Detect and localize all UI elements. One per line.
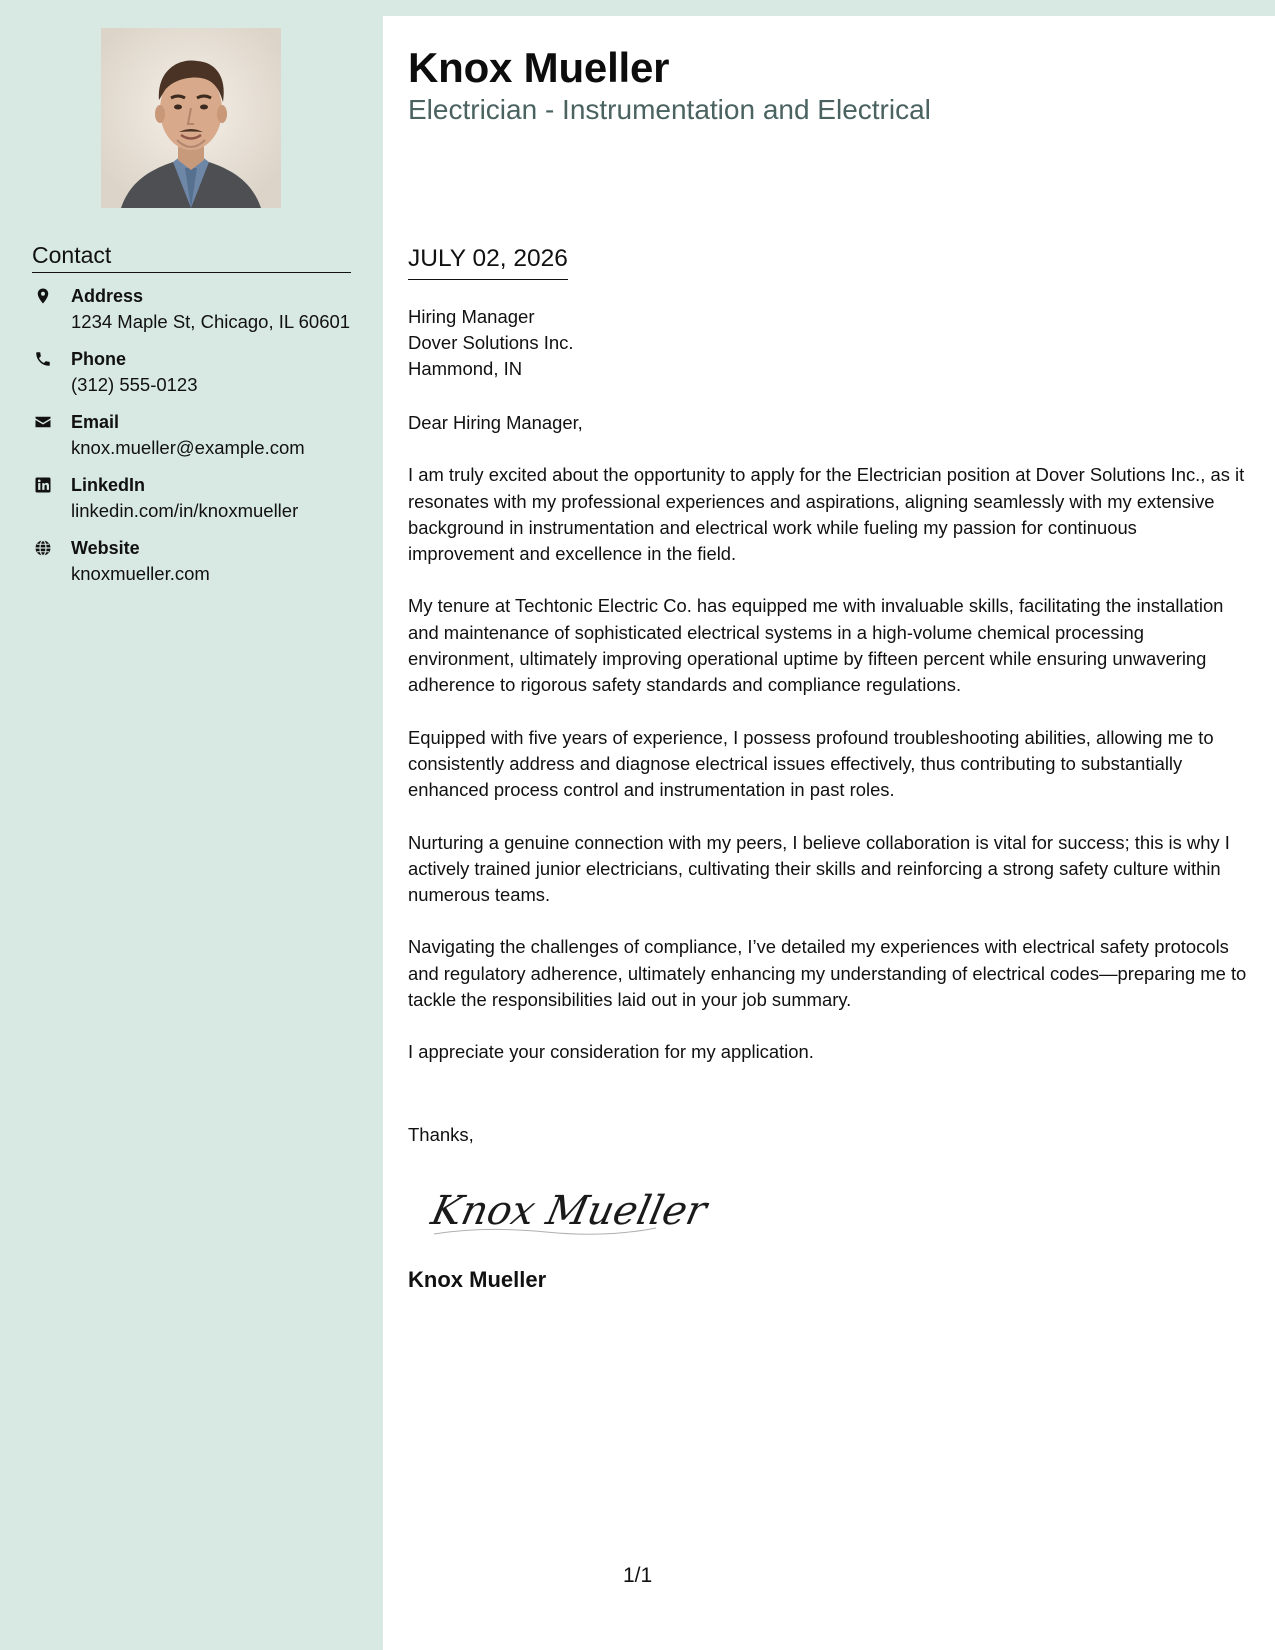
globe-icon bbox=[34, 539, 52, 557]
letter-paragraph: My tenure at Techtonic Electric Co. has equipped me with invaluable skills, facilitating the installation and maintenance of sophisticated electrical systems in a high-volume chemical processing environment, ultimately improving operational uptime by fifteen percent while ensuring unwavering adherence to rigorous safety standards and compliance regulations. bbox=[408, 595, 1224, 696]
linkedin-value: linkedin.com/in/knoxmueller bbox=[71, 500, 299, 521]
sidebar bbox=[0, 0, 383, 1650]
recipient-location: Hammond, IN bbox=[408, 358, 523, 379]
recipient-title: Hiring Manager bbox=[408, 306, 535, 327]
location-pin-icon bbox=[34, 287, 52, 305]
linkedin-icon bbox=[34, 476, 52, 494]
letter-date: JULY 02, 2026 bbox=[408, 242, 568, 280]
profile-photo bbox=[101, 28, 281, 208]
letter-paragraph: I appreciate your consideration for my application. bbox=[408, 1041, 814, 1063]
portrait-image bbox=[101, 28, 281, 208]
svg-text:Knox Mueller: Knox Mueller bbox=[427, 1186, 712, 1234]
phone-value: (312) 555-0123 bbox=[71, 374, 198, 395]
contact-label: Phone bbox=[71, 349, 127, 369]
contact-list bbox=[32, 284, 362, 599]
letter-panel: Knox Mueller Electrician - Instrumentation and Electrical JULY 02, 2026 Hiring Manager Dover Solutions Inc. Hammond, IN Dear Hiring Manager, I am truly excited about the opportunity to apply for the Electrician position at Dover Solutions Inc., as it resonates with my professional experiences and aspirations, aligning seamlessly with my extensive background in instrumentation and electrical work while fueling my passion for continuous improvement and excellence in the field. My tenure at Techtonic Electric Co. has equipped me with invaluable skills, facilitating the installation and maintenance of sophisticated electrical systems in a high-volume chemical processing environment, ultimately improving operational uptime by fifteen percent while ensuring unwavering adherence to rigorous safety standards and compliance regulations. Equipped with five years of experience, I possess profound troubleshooting abilities, allowing me to consistently address and diagnose electrical issues effectively, thus contributing to substantially enhanced process control and instrumentation in past roles. Nurturing a genuine connection with my peers, I believe collaboration is vital for success; this is why I actively trained junior electricians, cultivating their skills and reinforcing a strong safety culture within numerous teams. Navigating the challenges of compliance, I’ve detailed my experiences with electrical safety protocols and regulatory adherence, ultimately enhancing my understanding of electrical codes—preparing me to tackle the responsibilities laid out in your job summary. I appreciate your consideration for my application. Thanks, Knox Mueller Knox Mueller 1/1 bbox=[383, 16, 1275, 1650]
address-value: 1234 Maple St, Chicago, IL 60601 bbox=[71, 311, 351, 332]
salutation: Dear Hiring Manager, bbox=[408, 412, 583, 433]
email-value: knox.mueller@example.com bbox=[71, 437, 305, 458]
applicant-name: Knox Mueller bbox=[408, 44, 670, 91]
job-title: Electrician - Instrumentation and Electrical bbox=[408, 94, 931, 125]
letter-paragraph: Equipped with five years of experience, I possess profound troubleshooting abilities, allowing me to consistently address and diagnose electrical issues effectively, thus contributing to substantially enhanced process control and instrumentation in past roles. bbox=[408, 726, 1214, 801]
signer-name: Knox Mueller bbox=[408, 1267, 547, 1292]
contact-item-linkedin bbox=[32, 473, 362, 536]
contact-item-email bbox=[32, 410, 362, 473]
contact-item-website bbox=[32, 536, 362, 599]
contact-label: Email bbox=[71, 412, 120, 432]
closing: Thanks, bbox=[408, 1124, 474, 1145]
handwritten-signature bbox=[426, 1174, 712, 1259]
contact-item-phone bbox=[32, 347, 362, 410]
contact-label: LinkedIn bbox=[71, 475, 146, 495]
recipient-block bbox=[408, 304, 574, 382]
contact-item-address bbox=[32, 284, 362, 347]
letter-paragraph: Nurturing a genuine connection with my peers, I believe collaboration is vital for success; this is why I actively trained junior electricians, cultivating their skills and reinforcing a strong safety culture within numerous teams. bbox=[408, 831, 1230, 906]
signature-image bbox=[426, 1174, 712, 1254]
letter-paragraph: Navigating the challenges of compliance, I’ve detailed my experiences with electrical safety protocols and regulatory adherence, ultimately enhancing my understanding of electrical codes—preparing me to tackle the responsibilities laid out in your job summary. bbox=[408, 936, 1247, 1011]
contact-heading: Contact bbox=[32, 240, 351, 273]
letter-paragraph: I am truly excited about the opportunity to apply for the Electrician position at Dover Solutions Inc., as it resonates with my professional experiences and aspirations, aligning seamlessly with my extensive background in instrumentation and electrical work while fueling my passion for continuous improvement and excellence in the field. bbox=[408, 464, 1245, 565]
website-value: knoxmueller.com bbox=[71, 563, 210, 584]
contact-label: Website bbox=[71, 538, 140, 558]
contact-label: Address bbox=[71, 286, 144, 306]
phone-icon bbox=[34, 350, 52, 368]
envelope-icon bbox=[34, 413, 52, 431]
recipient-company: Dover Solutions Inc. bbox=[408, 332, 574, 353]
letter-body bbox=[408, 410, 1248, 1092]
